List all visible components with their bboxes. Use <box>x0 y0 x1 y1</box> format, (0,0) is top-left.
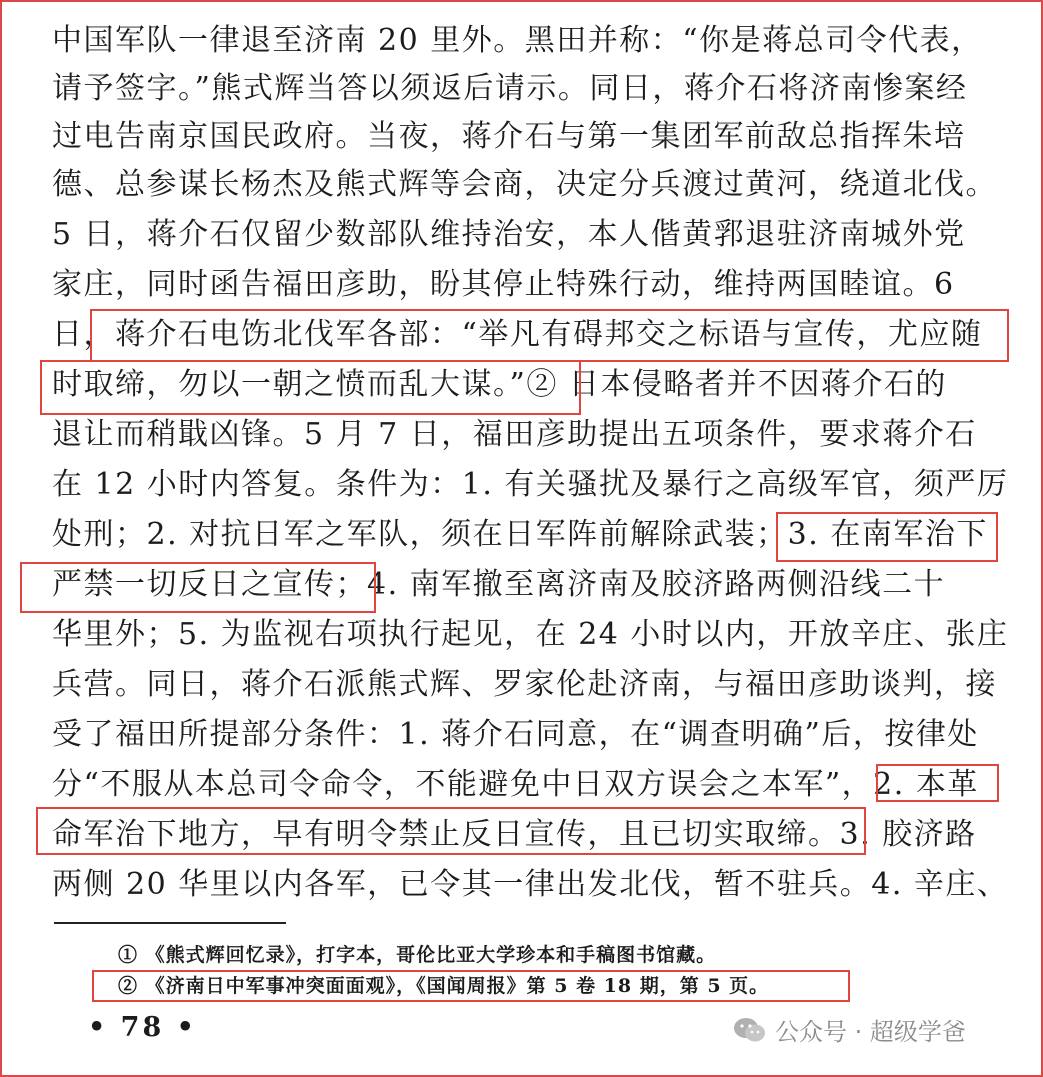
highlight-box <box>90 309 1009 362</box>
footnote-rule <box>54 922 286 924</box>
highlight-box <box>876 764 999 802</box>
footnote: ② 《济南日中军事冲突面面观》，《国闻周报》第 5 卷 18 期，第 5 页。 <box>118 975 770 997</box>
text-line: 两侧 20 华里以内各军，已令其一律出发北伐，暂不驻兵。4. 辛庄、 <box>52 867 1009 902</box>
text-line: 受了福田所提部分条件：1. 蒋介石同意，在“调查明确”后，按律处 <box>52 717 979 752</box>
text-line: 日，蒋介石电饬北伐军各部：“举凡有碍邦交之标语与宣传，尤应随 <box>52 317 983 352</box>
text-line: 严禁一切反日之宣传；4. 南军撤至离济南及胶济路两侧沿线二十 <box>52 567 946 602</box>
text-line: 中国军队一律退至济南 20 里外。黑田并称：“你是蒋总司令代表， <box>52 23 983 58</box>
text-line: 处刑；2. 对抗日军之军队，须在日军阵前解除武装；3. 在南军治下 <box>52 517 988 552</box>
footnote: ① 《熊式辉回忆录》，打字本，哥伦比亚大学珍本和手稿图书馆藏。 <box>118 944 717 966</box>
text-line: 德、总参谋长杨杰及熊式辉等会商，决定分兵渡过黄河，绕道北伐。 <box>52 167 997 202</box>
text-line: 在 12 小时内答复。条件为：1. 有关骚扰及暴行之高级军官，须严厉 <box>52 467 1009 502</box>
wechat-icon <box>733 1016 767 1044</box>
watermark-text: 公众号 · 超级学爸 <box>775 1018 966 1046</box>
text-line: 5 日，蒋介石仅留少数部队维持治安，本人偕黄郛退驻济南城外党 <box>52 217 966 252</box>
text-line: 分“不服从本总司令命令，不能避免中日双方误会之本军”，2. 本革 <box>52 767 979 802</box>
text-line: 过电告南京国民政府。当夜，蒋介石与第一集团军前敌总指挥朱培 <box>52 119 966 154</box>
highlight-box <box>776 512 998 562</box>
text-line: 华里外；5. 为监视右项执行起见，在 24 小时以内，开放辛庄、张庄 <box>52 617 1009 652</box>
text-line: 兵营。同日，蒋介石派熊式辉、罗家伦赴济南，与福田彦助谈判，接 <box>52 667 997 702</box>
page-number: • 78 • <box>88 1012 197 1043</box>
highlight-box <box>40 360 581 415</box>
text-line: 请予签字。”熊式辉当答以须返后请示。同日，蒋介石将济南惨案经 <box>52 71 968 106</box>
text-line: 退让而稍戢凶锋。5 月 7 日，福田彦助提出五项条件，要求蒋介石 <box>52 417 977 452</box>
highlight-box <box>36 807 866 855</box>
text-line: 命军治下地方，早有明令禁止反日宣传，且已切实取缔。3. 胶济路 <box>52 817 977 852</box>
text-line: 家庄，同时函告福田彦助，盼其停止特殊行动，维持两国睦谊。6 <box>52 267 955 302</box>
text-line: 时取缔，勿以一朝之愤而乱大谋。”② 日本侵略者并不因蒋介石的 <box>52 367 947 402</box>
highlight-box <box>20 562 376 613</box>
watermark <box>733 1012 966 1047</box>
